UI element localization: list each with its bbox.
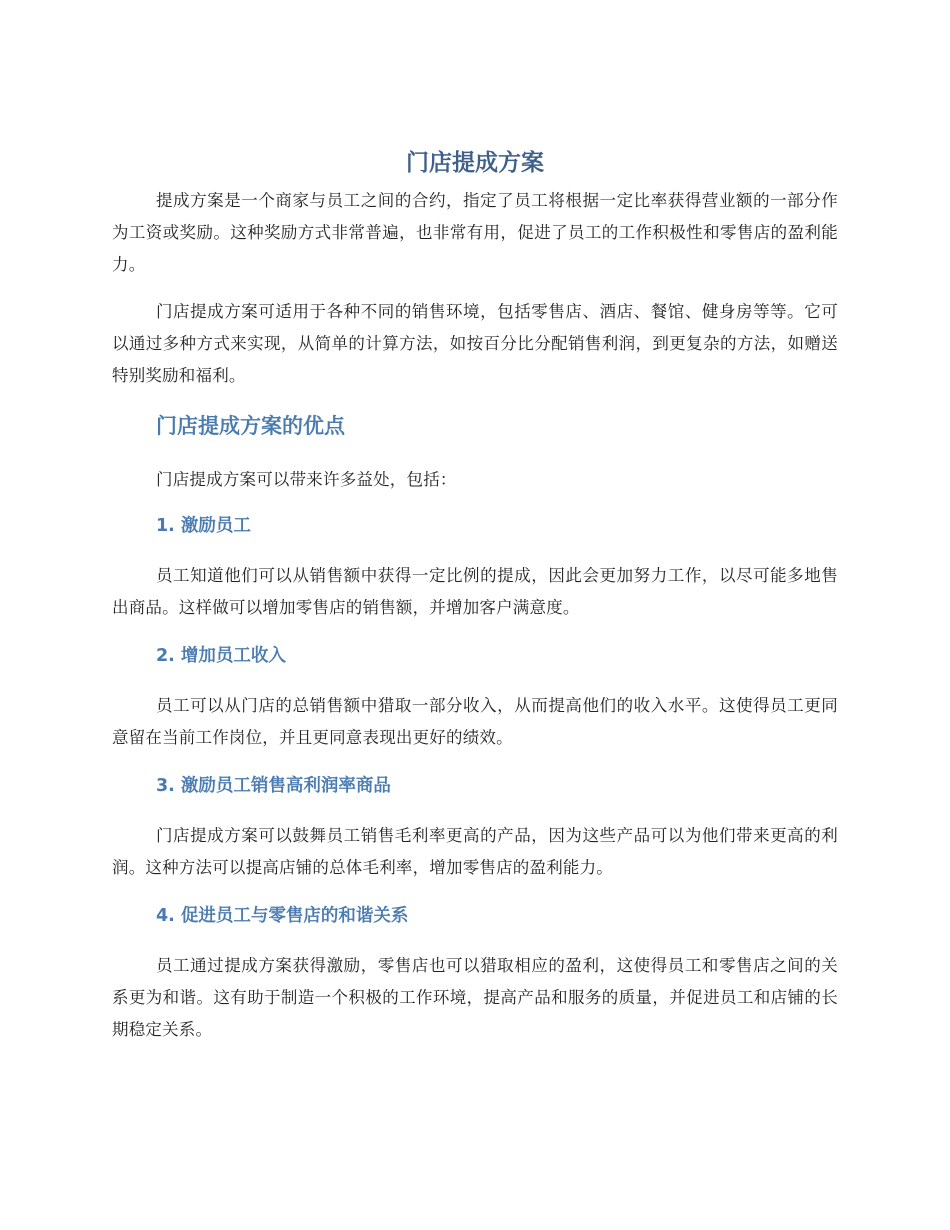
section-heading: 门店提成方案的优点 [156,414,345,438]
item-heading-3: 3. 激励员工销售高利润率商品 [156,776,391,796]
item-heading-4: 4. 促进员工与零售店的和谐关系 [156,906,409,926]
intro-paragraph-2: 门店提成方案可适用于各种不同的销售环境，包括零售店、酒店、餐馆、健身房等等。它可以通过多种方式来实现，从简单的计算方法，如按百分比分配销售利润，到更复杂的方法，如赠送特别奖励和福利。 [112,302,838,385]
item-body-3: 门店提成方案可以鼓舞员工销售毛利率更高的产品，因为这些产品可以为他们带来更高的利润。这种方法可以提高店铺的总体毛利率，增加零售店的盈利能力。 [112,826,838,877]
section-intro-paragraph: 门店提成方案可以带来许多益处，包括： [156,470,457,489]
document-title: 门店提成方案 [406,150,544,176]
item-heading-1: 1. 激励员工 [156,516,251,536]
item-body-4: 员工通过提成方案获得激励，零售店也可以猎取相应的盈利，这使得员工和零售店之间的关系更为和谐。这有助于制造一个积极的工作环境，提高产品和服务的质量，并促进员工和店铺的长期稳定关系。 [112,956,838,1039]
item-heading-2: 2. 增加员工收入 [156,646,286,666]
intro-paragraph-1: 提成方案是一个商家与员工之间的合约，指定了员工将根据一定比率获得营业额的一部分作为工资或奖励。这种奖励方式非常普遍，也非常有用，促进了员工的工作积极性和零售店的盈利能力。 [112,191,838,274]
item-body-2: 员工可以从门店的总销售额中猎取一部分收入，从而提高他们的收入水平。这使得员工更同意留在当前工作岗位，并且更同意表现出更好的绩效。 [112,696,838,747]
item-body-1: 员工知道他们可以从销售额中获得一定比例的提成，因此会更加努力工作，以尽可能多地售出商品。这样做可以增加零售店的销售额，并增加客户满意度。 [112,566,838,617]
